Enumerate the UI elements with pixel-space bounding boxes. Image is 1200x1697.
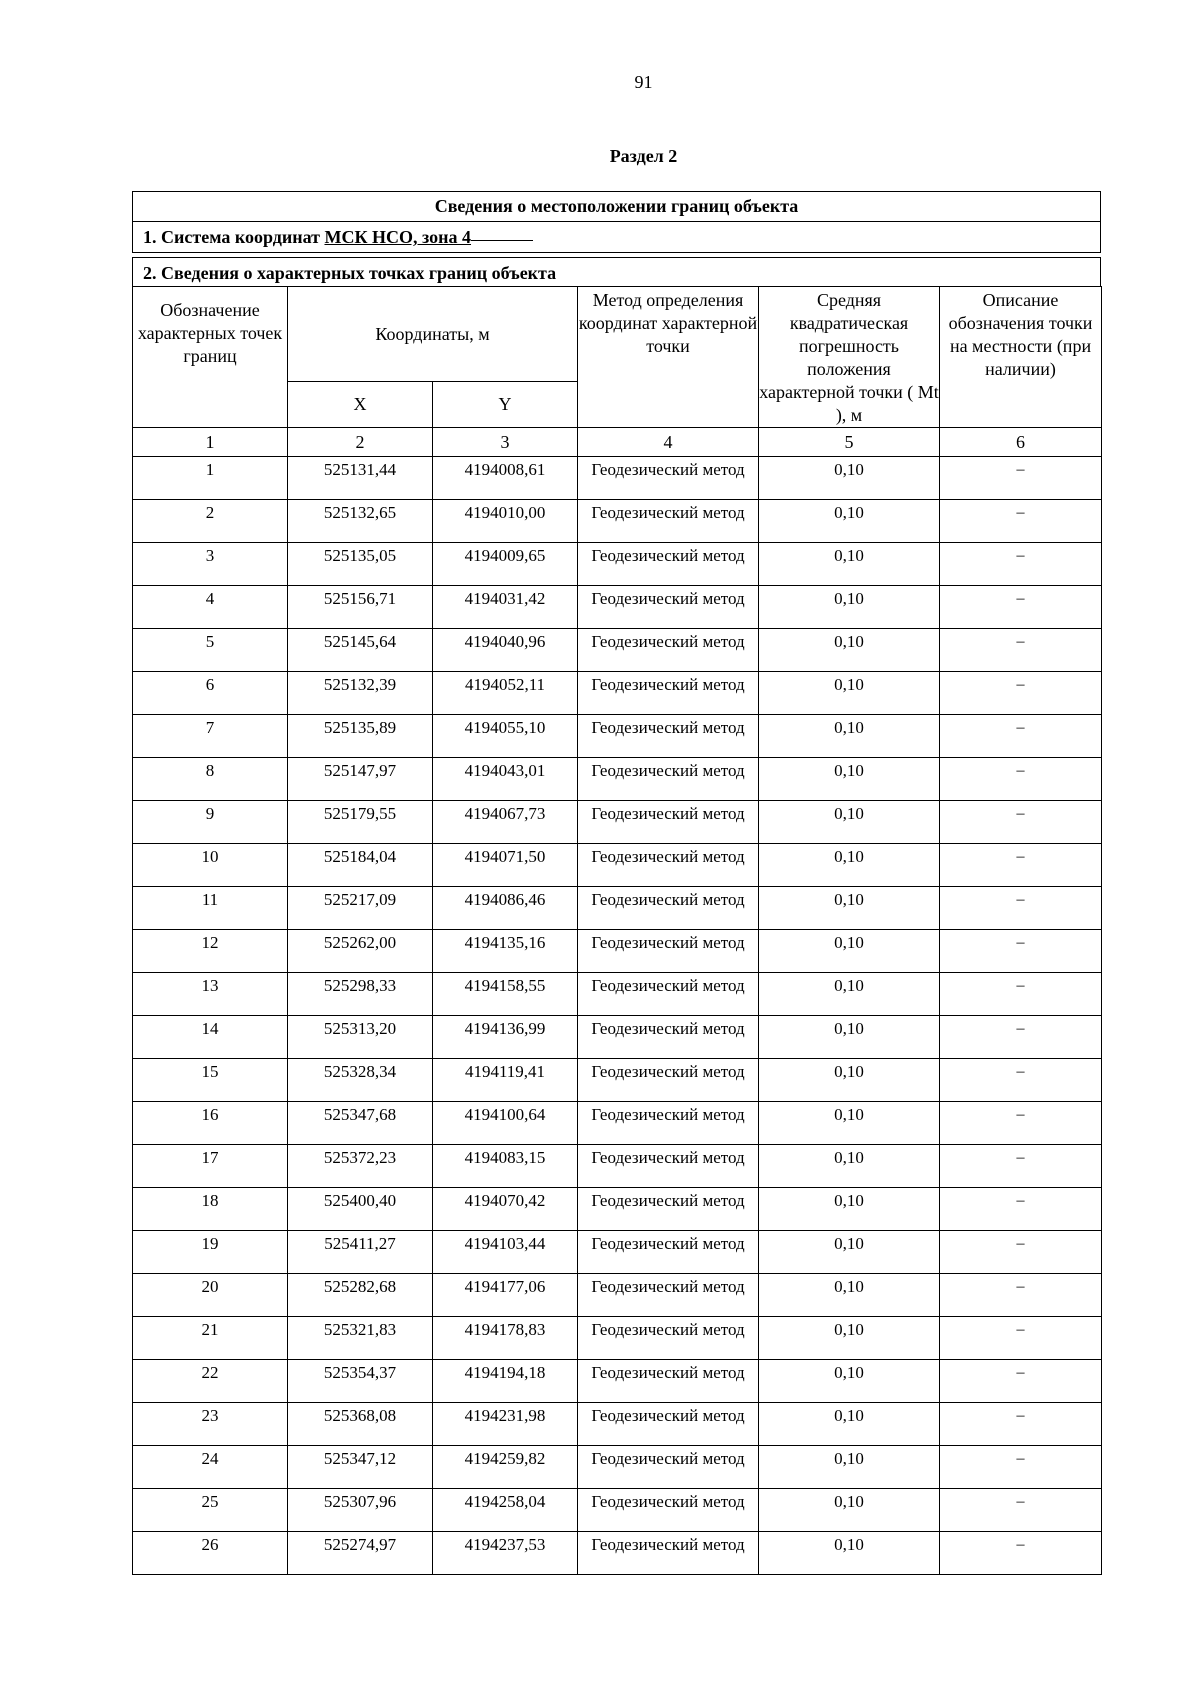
x-coordinate-cell: 525217,09: [288, 887, 433, 930]
header-x: X: [288, 381, 433, 427]
method-cell: Геодезический метод: [578, 844, 759, 887]
x-coordinate-cell: 525282,68: [288, 1274, 433, 1317]
point-number-cell: 12: [133, 930, 288, 973]
table-row: [133, 1102, 1102, 1145]
table-row: [133, 1489, 1102, 1532]
method-cell: Геодезический метод: [578, 629, 759, 672]
point-number-cell: 17: [133, 1145, 288, 1188]
y-coordinate-cell: 4194237,53: [433, 1532, 578, 1575]
error-cell: 0,10: [759, 543, 940, 586]
error-cell: 0,10: [759, 801, 940, 844]
method-cell: Геодезический метод: [578, 1360, 759, 1403]
y-coordinate-cell: 4194259,82: [433, 1446, 578, 1489]
point-number-cell: 19: [133, 1231, 288, 1274]
table-row: [133, 930, 1102, 973]
column-number: 4: [578, 428, 759, 457]
table-row: [133, 1403, 1102, 1446]
x-coordinate-cell: 525184,04: [288, 844, 433, 887]
column-number: 6: [940, 428, 1102, 457]
error-cell: 0,10: [759, 887, 940, 930]
section-title: Раздел 2: [609, 146, 678, 166]
y-coordinate-cell: 4194008,61: [433, 457, 578, 500]
error-cell: 0,10: [759, 1059, 940, 1102]
x-coordinate-cell: 525328,34: [288, 1059, 433, 1102]
description-cell: –: [940, 1102, 1102, 1145]
point-number-cell: 4: [133, 586, 288, 629]
header-y: Y: [433, 381, 578, 427]
table-row: [133, 973, 1102, 1016]
point-number-cell: 20: [133, 1274, 288, 1317]
point-number-cell: 11: [133, 887, 288, 930]
method-cell: Геодезический метод: [578, 715, 759, 758]
x-coordinate-cell: 525132,39: [288, 672, 433, 715]
method-cell: Геодезический метод: [578, 1059, 759, 1102]
x-coordinate-cell: 525179,55: [288, 801, 433, 844]
error-cell: 0,10: [759, 1317, 940, 1360]
method-cell: Геодезический метод: [578, 1145, 759, 1188]
table-row: [133, 1360, 1102, 1403]
description-cell: –: [940, 1489, 1102, 1532]
method-cell: Геодезический метод: [578, 1016, 759, 1059]
header-row: [133, 287, 1102, 382]
points-table: [132, 286, 1102, 1575]
table-row: [133, 1231, 1102, 1274]
method-cell: Геодезический метод: [578, 1317, 759, 1360]
x-coordinate-cell: 525368,08: [288, 1403, 433, 1446]
point-number-cell: 10: [133, 844, 288, 887]
method-cell: Геодезический метод: [578, 1188, 759, 1231]
header-coords: Координаты, м: [288, 287, 578, 382]
location-box-title: Сведения о местоположении границ объекта: [133, 192, 1100, 222]
column-number: 5: [759, 428, 940, 457]
x-coordinate-cell: 525156,71: [288, 586, 433, 629]
table-row: [133, 844, 1102, 887]
table-row: [133, 629, 1102, 672]
table-row: [133, 758, 1102, 801]
description-cell: –: [940, 715, 1102, 758]
header-point: Обозначение характерных точек границ: [133, 287, 288, 428]
point-number-cell: 1: [133, 457, 288, 500]
y-coordinate-cell: 4194010,00: [433, 500, 578, 543]
description-cell: –: [940, 801, 1102, 844]
column-number: 1: [133, 428, 288, 457]
y-coordinate-cell: 4194031,42: [433, 586, 578, 629]
x-coordinate-cell: 525147,97: [288, 758, 433, 801]
header-desc: Описание обозначения точки на местности (при наличии): [940, 287, 1102, 428]
x-coordinate-cell: 525262,00: [288, 930, 433, 973]
table-row: [133, 672, 1102, 715]
method-cell: Геодезический метод: [578, 672, 759, 715]
method-cell: Геодезический метод: [578, 973, 759, 1016]
error-cell: 0,10: [759, 844, 940, 887]
table-row: [133, 715, 1102, 758]
point-number-cell: 16: [133, 1102, 288, 1145]
y-coordinate-cell: 4194086,46: [433, 887, 578, 930]
point-number-cell: 21: [133, 1317, 288, 1360]
x-coordinate-cell: 525132,65: [288, 500, 433, 543]
x-coordinate-cell: 525135,05: [288, 543, 433, 586]
method-cell: Геодезический метод: [578, 1274, 759, 1317]
description-cell: –: [940, 586, 1102, 629]
x-coordinate-cell: 525135,89: [288, 715, 433, 758]
y-coordinate-cell: 4194119,41: [433, 1059, 578, 1102]
table-row: [133, 1317, 1102, 1360]
page-number: 91: [634, 72, 653, 92]
x-coordinate-cell: 525400,40: [288, 1188, 433, 1231]
error-cell: 0,10: [759, 1188, 940, 1231]
description-cell: –: [940, 457, 1102, 500]
table-row: [133, 1532, 1102, 1575]
y-coordinate-cell: 4194067,73: [433, 801, 578, 844]
description-cell: –: [940, 844, 1102, 887]
method-cell: Геодезический метод: [578, 758, 759, 801]
description-cell: –: [940, 500, 1102, 543]
method-cell: Геодезический метод: [578, 887, 759, 930]
x-coordinate-cell: 525145,64: [288, 629, 433, 672]
underline-blank: [471, 222, 533, 241]
x-coordinate-cell: 525354,37: [288, 1360, 433, 1403]
table-row: [133, 586, 1102, 629]
x-coordinate-cell: 525321,83: [288, 1317, 433, 1360]
method-cell: Геодезический метод: [578, 586, 759, 629]
error-cell: 0,10: [759, 629, 940, 672]
column-number: 2: [288, 428, 433, 457]
method-cell: Геодезический метод: [578, 500, 759, 543]
x-coordinate-cell: 525372,23: [288, 1145, 433, 1188]
y-coordinate-cell: 4194040,96: [433, 629, 578, 672]
error-cell: 0,10: [759, 1016, 940, 1059]
description-cell: –: [940, 930, 1102, 973]
table-row: [133, 543, 1102, 586]
description-cell: –: [940, 1231, 1102, 1274]
table-row: [133, 457, 1102, 500]
y-coordinate-cell: 4194135,16: [433, 930, 578, 973]
y-coordinate-cell: 4194258,04: [433, 1489, 578, 1532]
table-row: [133, 1016, 1102, 1059]
table-row: [133, 887, 1102, 930]
error-cell: 0,10: [759, 715, 940, 758]
y-coordinate-cell: 4194177,06: [433, 1274, 578, 1317]
error-cell: 0,10: [759, 457, 940, 500]
x-coordinate-cell: 525307,96: [288, 1489, 433, 1532]
table-row: [133, 1188, 1102, 1231]
method-cell: Геодезический метод: [578, 1231, 759, 1274]
error-cell: 0,10: [759, 1532, 940, 1575]
point-number-cell: 14: [133, 1016, 288, 1059]
point-number-cell: 13: [133, 973, 288, 1016]
description-cell: –: [940, 887, 1102, 930]
description-cell: –: [940, 543, 1102, 586]
column-number: 3: [433, 428, 578, 457]
x-coordinate-cell: 525347,68: [288, 1102, 433, 1145]
y-coordinate-cell: 4194136,99: [433, 1016, 578, 1059]
point-number-cell: 18: [133, 1188, 288, 1231]
point-number-cell: 6: [133, 672, 288, 715]
error-cell: 0,10: [759, 500, 940, 543]
point-number-cell: 8: [133, 758, 288, 801]
y-coordinate-cell: 4194194,18: [433, 1360, 578, 1403]
point-number-cell: 22: [133, 1360, 288, 1403]
description-cell: –: [940, 973, 1102, 1016]
description-cell: –: [940, 1532, 1102, 1575]
method-cell: Геодезический метод: [578, 1446, 759, 1489]
point-number-cell: 15: [133, 1059, 288, 1102]
coordinate-system-label: 1. Система координат: [143, 227, 325, 247]
error-cell: 0,10: [759, 1102, 940, 1145]
y-coordinate-cell: 4194009,65: [433, 543, 578, 586]
error-cell: 0,10: [759, 930, 940, 973]
y-coordinate-cell: 4194100,64: [433, 1102, 578, 1145]
table-row: [133, 500, 1102, 543]
description-cell: –: [940, 1145, 1102, 1188]
coordinate-system-value: МСК НСО, зона 4: [324, 227, 472, 247]
error-cell: 0,10: [759, 1145, 940, 1188]
method-cell: Геодезический метод: [578, 930, 759, 973]
method-cell: Геодезический метод: [578, 543, 759, 586]
method-cell: Геодезический метод: [578, 1489, 759, 1532]
boundary-info: [132, 191, 1101, 1575]
error-cell: 0,10: [759, 1446, 940, 1489]
method-cell: Геодезический метод: [578, 1403, 759, 1446]
table-row: [133, 1145, 1102, 1188]
column-numbers-row: [133, 428, 1102, 457]
header-error: Средняя квадратическая погрешность положения характерной точки ( Mt ), м: [759, 287, 940, 428]
table-row: [133, 1274, 1102, 1317]
point-number-cell: 5: [133, 629, 288, 672]
description-cell: –: [940, 629, 1102, 672]
x-coordinate-cell: 525298,33: [288, 973, 433, 1016]
description-cell: –: [940, 1360, 1102, 1403]
error-cell: 0,10: [759, 672, 940, 715]
y-coordinate-cell: 4194231,98: [433, 1403, 578, 1446]
description-cell: –: [940, 1059, 1102, 1102]
method-cell: Геодезический метод: [578, 457, 759, 500]
point-number-cell: 25: [133, 1489, 288, 1532]
description-cell: –: [940, 1446, 1102, 1489]
point-number-cell: 2: [133, 500, 288, 543]
error-cell: 0,10: [759, 1360, 940, 1403]
x-coordinate-cell: 525313,20: [288, 1016, 433, 1059]
y-coordinate-cell: 4194103,44: [433, 1231, 578, 1274]
description-cell: –: [940, 1317, 1102, 1360]
point-number-cell: 23: [133, 1403, 288, 1446]
error-cell: 0,10: [759, 586, 940, 629]
header-method: Метод определения координат характерной точки: [578, 287, 759, 428]
point-number-cell: 7: [133, 715, 288, 758]
y-coordinate-cell: 4194178,83: [433, 1317, 578, 1360]
points-heading: 2. Сведения о характерных точках границ объекта: [132, 257, 1101, 286]
description-cell: –: [940, 1016, 1102, 1059]
method-cell: Геодезический метод: [578, 1102, 759, 1145]
description-cell: –: [940, 1274, 1102, 1317]
y-coordinate-cell: 4194052,11: [433, 672, 578, 715]
method-cell: Геодезический метод: [578, 1532, 759, 1575]
method-cell: Геодезический метод: [578, 801, 759, 844]
error-cell: 0,10: [759, 1489, 940, 1532]
location-box: [132, 191, 1101, 253]
point-number-cell: 3: [133, 543, 288, 586]
point-number-cell: 9: [133, 801, 288, 844]
table-row: [133, 1446, 1102, 1489]
y-coordinate-cell: 4194055,10: [433, 715, 578, 758]
y-coordinate-cell: 4194083,15: [433, 1145, 578, 1188]
table-row: [133, 801, 1102, 844]
description-cell: –: [940, 672, 1102, 715]
error-cell: 0,10: [759, 758, 940, 801]
error-cell: 0,10: [759, 1274, 940, 1317]
point-number-cell: 26: [133, 1532, 288, 1575]
table-row: [133, 1059, 1102, 1102]
y-coordinate-cell: 4194043,01: [433, 758, 578, 801]
x-coordinate-cell: 525411,27: [288, 1231, 433, 1274]
x-coordinate-cell: 525131,44: [288, 457, 433, 500]
x-coordinate-cell: 525347,12: [288, 1446, 433, 1489]
description-cell: –: [940, 1188, 1102, 1231]
error-cell: 0,10: [759, 1231, 940, 1274]
y-coordinate-cell: 4194070,42: [433, 1188, 578, 1231]
description-cell: –: [940, 1403, 1102, 1446]
error-cell: 0,10: [759, 973, 940, 1016]
y-coordinate-cell: 4194071,50: [433, 844, 578, 887]
error-cell: 0,10: [759, 1403, 940, 1446]
coordinate-system-line: [133, 222, 1100, 252]
point-number-cell: 24: [133, 1446, 288, 1489]
y-coordinate-cell: 4194158,55: [433, 973, 578, 1016]
x-coordinate-cell: 525274,97: [288, 1532, 433, 1575]
description-cell: –: [940, 758, 1102, 801]
